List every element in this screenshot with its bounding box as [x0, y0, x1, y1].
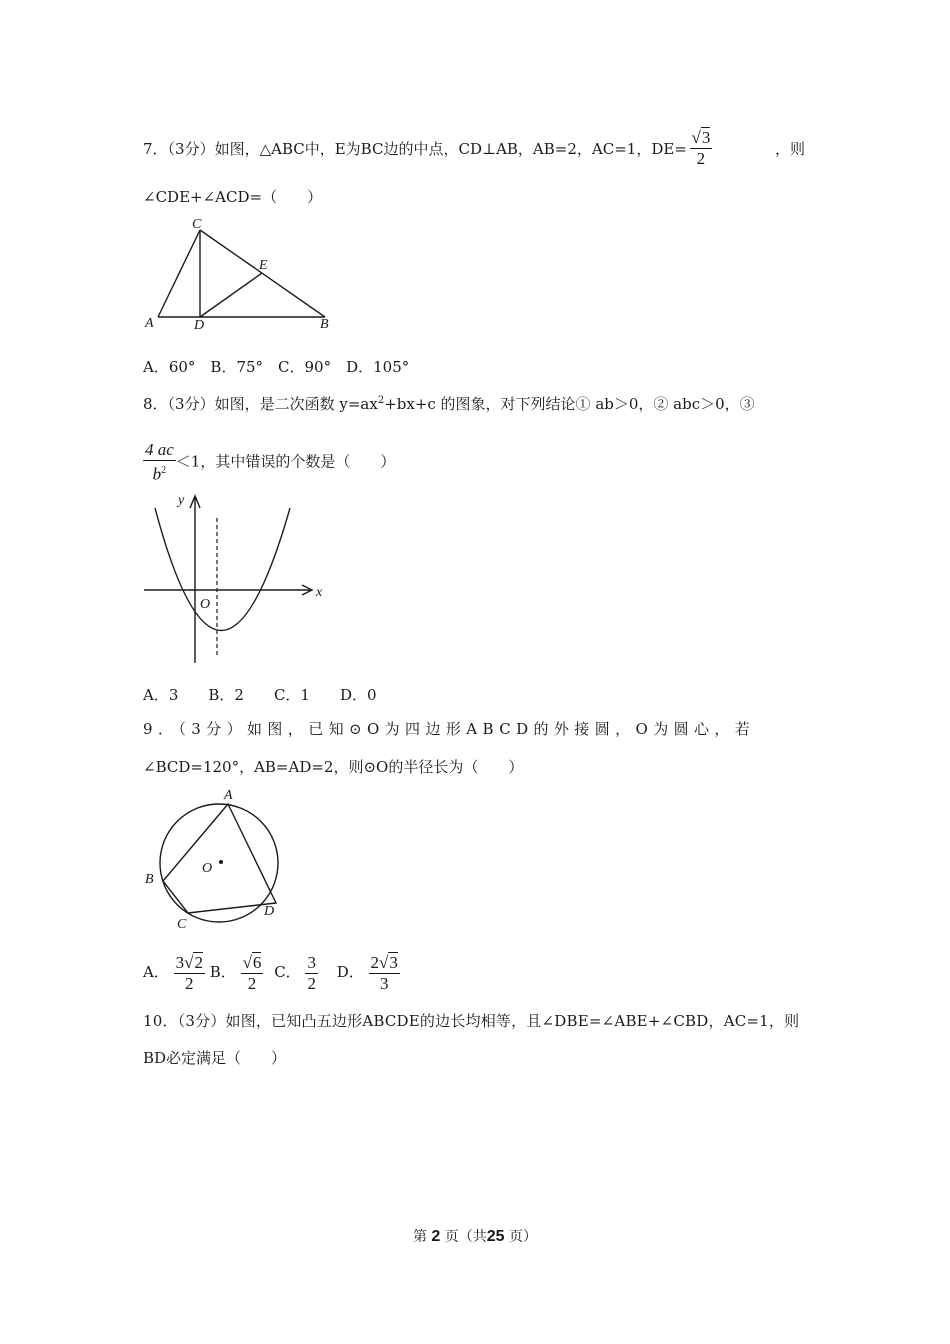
- q7-stem-b: ，则: [774, 139, 805, 158]
- q9-stem-line1: [143, 718, 805, 740]
- q9-opt-a-den: 2: [174, 973, 205, 994]
- q7-stem-a: 7．（3分）如图，△ABC中，E为BC边的中点，CD⊥AB，AB=2，AC=1，DE=: [143, 139, 687, 158]
- q7-stem-line1: [143, 128, 805, 169]
- q7-triangle-figure: [140, 212, 340, 337]
- q9-opt-b-label: B．: [209, 963, 236, 981]
- q9-opt-b-den: 2: [241, 973, 264, 994]
- q9-label-b: B: [145, 872, 154, 887]
- q8-frac-num: 4 ac: [145, 440, 174, 459]
- q9-opt-d-fraction: $\frac{2√3}{3}$: [370, 952, 398, 993]
- q9-opt-a-rad: 2: [194, 952, 203, 972]
- q8-stem-line2: [143, 440, 395, 485]
- q9-opt-a-fraction: $\frac{3√2}{2}$: [175, 952, 203, 993]
- q7-frac-num: 3: [701, 128, 711, 147]
- q9-circle-figure: [140, 784, 300, 934]
- q10-stem-line2: BD必定满足（ ）: [143, 1049, 287, 1067]
- q8-label-x: x: [316, 585, 323, 600]
- footer-pre: 第: [412, 1229, 427, 1245]
- q8-parabola-figure: [140, 488, 340, 668]
- q7-label-d: D: [194, 318, 205, 333]
- q9-stem-a: 9．（3分）如图，已知⊙O为四边形ABCD的外接圆，O为圆心，若: [143, 720, 756, 738]
- q9-options: [143, 952, 400, 994]
- q9-label-d: D: [264, 904, 275, 919]
- q9-opt-b-rad: 6: [252, 952, 262, 972]
- q7-label-e: E: [259, 258, 268, 273]
- q9-opt-d-rad: 3: [389, 952, 398, 972]
- q9-opt-d-den: 3: [369, 973, 400, 994]
- q9-opt-c-den: 2: [307, 973, 316, 993]
- q8-fraction: [143, 440, 176, 485]
- q8-label-o: O: [200, 597, 211, 612]
- q8-sup: 2: [377, 395, 385, 406]
- q8-frac-den-b: b: [152, 464, 162, 484]
- q9-label-a: A: [224, 788, 233, 803]
- q7-options: A．60° B．75° C．90° D．105°: [143, 358, 410, 376]
- q7-label-c: C: [192, 217, 202, 232]
- q8-stem-b: +bx+c 的图象，对下列结论① ab＞0，② abc＞0，③: [384, 395, 755, 413]
- footer-mid: 页（共: [444, 1229, 487, 1245]
- q8-options: A．3 B．2 C．1 D．0: [143, 686, 377, 704]
- q9-opt-c-label: C．: [274, 963, 301, 981]
- q8-frac-den-sup: 2: [161, 465, 167, 476]
- q8-stem-line1: [143, 390, 755, 415]
- q8-label-y: y: [178, 493, 185, 508]
- q7-de-fraction: $\frac{√3}{2}$: [691, 128, 711, 168]
- q9-label-c: C: [177, 917, 187, 932]
- footer-post: 页）: [509, 1229, 538, 1245]
- q7-stem-line2: ∠CDE+∠ACD=（ ）: [143, 188, 323, 206]
- footer-total-pages: 25: [486, 1228, 505, 1245]
- page-footer: [0, 1226, 950, 1246]
- q9-opt-a-coef: 3: [175, 952, 185, 972]
- footer-page-number: 2: [431, 1228, 441, 1245]
- q9-opt-d-label: D．: [336, 963, 364, 981]
- q8-stem-a: 8．（3分）如图，是二次函数 y=ax: [143, 395, 378, 413]
- q7-label-a: A: [145, 316, 154, 331]
- q9-opt-c-fraction: [305, 953, 318, 994]
- q9-opt-d-coef: 2: [370, 952, 380, 972]
- q8-stem-c: ＜1，其中错误的个数是（ ）: [175, 452, 396, 471]
- q7-frac-den: 2: [690, 148, 713, 169]
- q10-stem-line1: 10．（3分）如图，已知凸五边形ABCDE的边长均相等，且∠DBE=∠ABE+∠CBD，AC=1，则: [143, 1012, 800, 1030]
- q9-stem-line2: ∠BCD=120°，AB=AD=2，则⊙O的半径长为（ ）: [143, 758, 524, 776]
- q9-label-o: O: [202, 861, 213, 876]
- q7-label-b: B: [320, 317, 329, 332]
- q9-opt-a-label: A．: [143, 963, 169, 981]
- q9-opt-c-num: 3: [307, 952, 316, 972]
- q9-opt-b-fraction: $\frac{√6}{2}$: [242, 952, 262, 993]
